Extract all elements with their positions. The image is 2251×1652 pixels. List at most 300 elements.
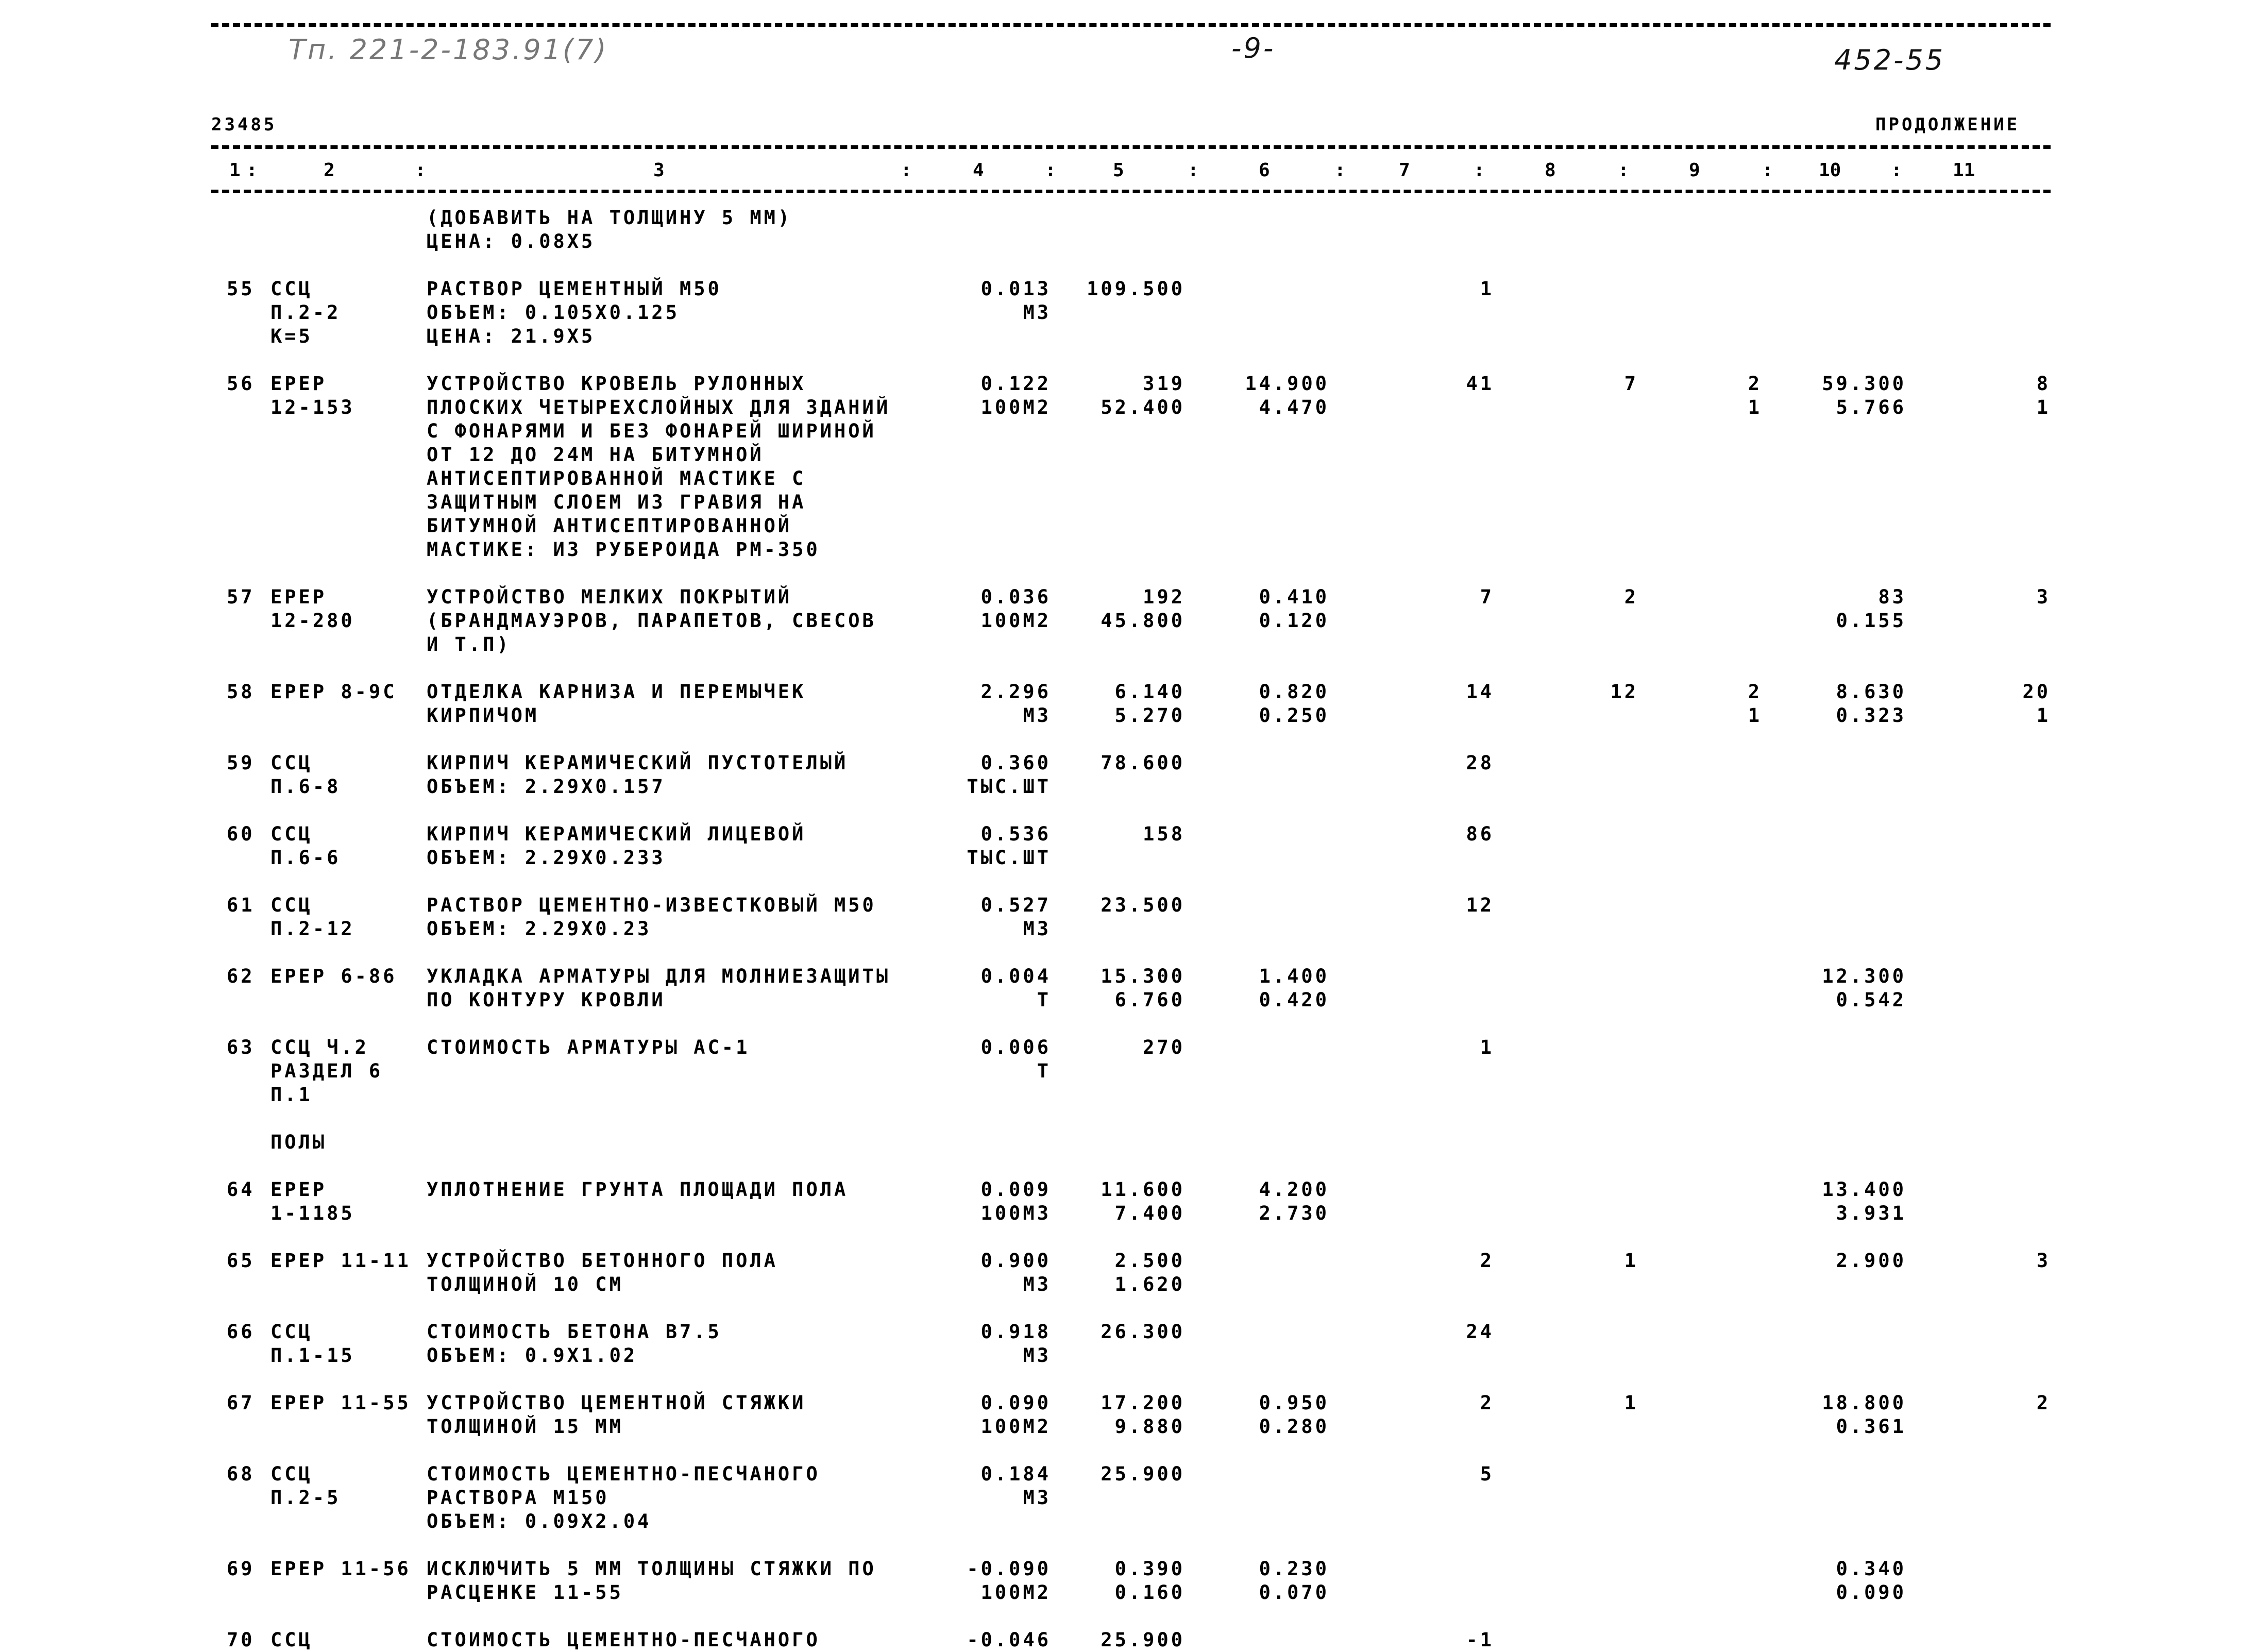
value-line: 17.200 xyxy=(1101,1392,1185,1414)
description-line: РАСТВОРА М150 xyxy=(427,1487,610,1509)
description-line: УСТРОЙСТВО МЕЛКИХ ПОКРЫТИЙ xyxy=(427,586,792,608)
description-line: УСТРОЙСТВО ЦЕМЕНТНОЙ СТЯЖКИ xyxy=(427,1392,806,1414)
rate-code: ЕРЕР 11-11 xyxy=(270,1250,411,1272)
work-description xyxy=(427,1391,806,1439)
rate-code: ССЦ П.1-15 xyxy=(270,1321,355,1367)
value-line: 0.360 xyxy=(980,752,1051,774)
quantity-cell xyxy=(927,1178,1051,1225)
machine-hours-cell xyxy=(2009,1391,2051,1415)
description-line: СТОИМОСТЬ АРМАТУРЫ АС-1 xyxy=(427,1036,750,1058)
value-line: 8.630 xyxy=(1836,681,1906,703)
col-separator: : xyxy=(1334,160,1346,181)
value-line: 0.950 xyxy=(1259,1392,1329,1414)
rate-code: ЕРЕР 1-1185 xyxy=(270,1178,355,1224)
rate-code: ЕРЕР 6-86 xyxy=(270,965,397,987)
description-line: ТОЛЩИНОЙ 15 ММ xyxy=(427,1415,623,1438)
value-line: 3 xyxy=(2036,586,2051,608)
value-line: -0.046 xyxy=(967,1629,1051,1651)
value-line: 14.900 xyxy=(1245,373,1329,395)
unit-cost-cell xyxy=(1067,751,1185,775)
left-code: 23485 xyxy=(211,114,277,135)
value-line: 2 xyxy=(1748,373,1762,395)
value-line: 0.006 xyxy=(980,1036,1051,1058)
unit-cost-cell xyxy=(1067,1320,1185,1344)
value-line: 100М2 xyxy=(980,1415,1051,1438)
row-number: 59 xyxy=(227,752,255,774)
rate-code: ПОЛЫ xyxy=(270,1131,327,1153)
description-line: УКЛАДКА АРМАТУРЫ ДЛЯ МОЛНИЕЗАЩИТЫ xyxy=(427,965,891,987)
wage-cell xyxy=(1226,585,1329,633)
col-header-6: 6 xyxy=(1259,160,1270,181)
description-line: ОТДЕЛКА КАРНИЗА И ПЕРЕМЫЧЕК xyxy=(427,681,806,703)
description-line: ТОЛЩИНОЙ 10 СМ xyxy=(427,1273,623,1295)
col-header-9: 9 xyxy=(1689,160,1700,181)
description-line: УСТРОЙСТВО БЕТОННОГО ПОЛА xyxy=(427,1250,778,1272)
description-line: ПО КОНТУРУ КРОВЛИ xyxy=(427,989,666,1011)
labor-cell xyxy=(1587,372,1638,396)
total-cost-cell xyxy=(1443,822,1494,846)
value-line: 2.900 xyxy=(1836,1250,1906,1272)
description-line: (ДОБАВИТЬ НА ТОЛЩИНУ 5 ММ) xyxy=(427,207,792,229)
description-line: СТОИМОСТЬ БЕТОНА В7.5 xyxy=(427,1321,722,1343)
value-line: 158 xyxy=(1143,823,1185,845)
col-header-2: 2 xyxy=(324,160,335,181)
value-line: 0.230 xyxy=(1259,1558,1329,1580)
value-line: -0.090 xyxy=(967,1558,1051,1580)
unit-cost-cell xyxy=(1067,894,1185,917)
quantity-cell xyxy=(927,277,1051,325)
value-line: 0.009 xyxy=(980,1178,1051,1201)
header-divider-bottom xyxy=(211,190,2051,193)
labor-hours-cell xyxy=(1803,1391,1906,1439)
description-line: КИРПИЧ КЕРАМИЧЕСКИЙ ПУСТОТЕЛЫЙ xyxy=(427,752,849,774)
total-cost-cell xyxy=(1443,1320,1494,1344)
col-header-1: 1 xyxy=(229,160,241,181)
wage-cell xyxy=(1226,1178,1329,1225)
value-line: 0.184 xyxy=(980,1463,1051,1485)
row-number: 67 xyxy=(227,1392,255,1414)
quantity-cell xyxy=(927,585,1051,633)
value-line: 5.766 xyxy=(1836,396,1906,418)
value-line: 100М2 xyxy=(980,396,1051,418)
row-number: 62 xyxy=(227,965,255,987)
work-description xyxy=(427,1628,820,1652)
value-line: 0.090 xyxy=(980,1392,1051,1414)
labor-hours-cell xyxy=(1803,965,1906,1012)
col-header-5: 5 xyxy=(1113,160,1124,181)
value-line: 7 xyxy=(1480,586,1494,608)
col-header-4: 4 xyxy=(973,160,984,181)
col-header-10: 10 xyxy=(1819,160,1841,181)
value-line: 1 xyxy=(1624,1392,1638,1414)
col-header-7: 7 xyxy=(1399,160,1410,181)
description-line: ОБЪЕМ: 0.09Х2.04 xyxy=(427,1510,652,1532)
continuation-label: ПРОДОЛЖЕНИЕ xyxy=(1875,114,2020,135)
work-description xyxy=(427,1462,820,1533)
value-line: 41 xyxy=(1466,373,1494,395)
value-line: М3 xyxy=(1023,918,1051,940)
work-description xyxy=(427,585,876,656)
value-line: 25.900 xyxy=(1101,1463,1185,1485)
value-line: 8 xyxy=(2036,373,2051,395)
value-line: 6.140 xyxy=(1114,681,1185,703)
wage-cell xyxy=(1226,680,1329,728)
value-line: 7.400 xyxy=(1114,1202,1185,1224)
rate-code: ЕРЕР 12-153 xyxy=(270,373,355,418)
total-cost-cell xyxy=(1443,751,1494,775)
labor-cell xyxy=(1587,680,1638,704)
value-line: 2 xyxy=(1624,586,1638,608)
description-line: ОБЪЕМ: 2.29Х0.23 xyxy=(427,918,652,940)
value-line: 12 xyxy=(1610,681,1638,703)
total-cost-cell xyxy=(1443,372,1494,396)
value-line: 0.527 xyxy=(980,894,1051,916)
labor-hours-cell xyxy=(1803,680,1906,728)
unit-cost-cell xyxy=(1067,1178,1185,1225)
value-line: 0.820 xyxy=(1259,681,1329,703)
row-number: 70 xyxy=(227,1629,255,1651)
value-line: 14 xyxy=(1466,681,1494,703)
value-line: 0.122 xyxy=(980,373,1051,395)
value-line: 13.400 xyxy=(1822,1178,1906,1201)
wage-cell xyxy=(1226,1391,1329,1439)
unit-cost-cell xyxy=(1067,965,1185,1012)
rate-code: ССЦ П.2-5 xyxy=(270,1463,341,1509)
value-line: 0.340 xyxy=(1836,1558,1906,1580)
quantity-cell xyxy=(927,1557,1051,1605)
wage-cell xyxy=(1226,1557,1329,1605)
work-description xyxy=(427,894,876,941)
machine-cell xyxy=(1721,680,1762,728)
total-cost-cell xyxy=(1443,894,1494,917)
value-line: 83 xyxy=(1878,586,1906,608)
unit-cost-cell xyxy=(1067,1557,1185,1605)
work-description xyxy=(427,206,792,254)
value-line: -1 xyxy=(1466,1629,1494,1651)
value-line: 1 xyxy=(1480,1036,1494,1058)
value-line: 0.160 xyxy=(1114,1581,1185,1604)
value-line: М3 xyxy=(1023,1344,1051,1367)
quantity-cell xyxy=(927,372,1051,419)
value-line: 100М3 xyxy=(980,1202,1051,1224)
value-line: Т xyxy=(1037,989,1051,1011)
value-line: 1 xyxy=(1748,704,1762,727)
labor-cell xyxy=(1587,1391,1638,1415)
work-description xyxy=(427,1178,848,1202)
description-line: БИТУМНОЙ АНТИСЕПТИРОВАННОЙ xyxy=(427,515,792,537)
work-description xyxy=(427,680,806,728)
work-description xyxy=(427,822,806,870)
top-divider xyxy=(211,23,2051,27)
rate-code: ССЦ xyxy=(270,1629,313,1651)
quantity-cell xyxy=(927,1462,1051,1510)
doc-reference: Тп. 221-2-183.91(7) xyxy=(289,33,608,66)
row-number: 69 xyxy=(227,1558,255,1580)
quantity-cell xyxy=(927,1628,1051,1652)
value-line: 24 xyxy=(1466,1321,1494,1343)
row-number: 56 xyxy=(227,373,255,395)
row-number: 66 xyxy=(227,1321,255,1343)
work-description xyxy=(427,1320,722,1368)
value-line: 0.090 xyxy=(1836,1581,1906,1604)
value-line: 59.300 xyxy=(1822,373,1906,395)
value-line: 2 xyxy=(2036,1392,2051,1414)
value-line: 0.361 xyxy=(1836,1415,1906,1438)
value-line: 2.500 xyxy=(1114,1250,1185,1272)
description-line: РАСТВОР ЦЕМЕНТНО-ИЗВЕСТКОВЫЙ М50 xyxy=(427,894,876,916)
rate-code: ЕРЕР 8-9С xyxy=(270,681,397,703)
value-line: 3 xyxy=(2036,1250,2051,1272)
value-line: 5 xyxy=(1480,1463,1494,1485)
total-cost-cell xyxy=(1443,1249,1494,1273)
value-line: 109.500 xyxy=(1087,278,1185,300)
row-number: 64 xyxy=(227,1178,255,1201)
value-line: 1.620 xyxy=(1114,1273,1185,1295)
description-line: РАСТВОР ЦЕМЕНТНЫЙ М50 xyxy=(427,278,722,300)
work-description xyxy=(427,372,890,562)
unit-cost-cell xyxy=(1067,1249,1185,1296)
value-line: 4.470 xyxy=(1259,396,1329,418)
value-line: 4.200 xyxy=(1259,1178,1329,1201)
machine-cell xyxy=(1721,372,1762,419)
description-line: ОБЪЕМ: 0.9Х1.02 xyxy=(427,1344,638,1367)
col-header-3: 3 xyxy=(653,160,665,181)
quantity-cell xyxy=(927,680,1051,728)
value-line: 2.296 xyxy=(980,681,1051,703)
row-number: 68 xyxy=(227,1463,255,1485)
description-line: С ФОНАРЯМИ И БЕЗ ФОНАРЕЙ ШИРИНОЙ xyxy=(427,420,876,442)
total-cost-cell xyxy=(1443,1628,1494,1652)
rate-code: ССЦ П.2-12 xyxy=(270,894,355,940)
col-separator: : xyxy=(1762,160,1773,181)
value-line: 9.880 xyxy=(1114,1415,1185,1438)
value-line: 0.536 xyxy=(980,823,1051,845)
value-line: 1 xyxy=(1480,278,1494,300)
value-line: 0.070 xyxy=(1259,1581,1329,1604)
unit-cost-cell xyxy=(1067,1036,1185,1059)
total-cost-cell xyxy=(1443,1462,1494,1486)
work-description xyxy=(427,965,890,1012)
col-separator: : xyxy=(1618,160,1629,181)
value-line: 25.900 xyxy=(1101,1629,1185,1651)
quantity-cell xyxy=(927,894,1051,941)
description-line: ОБЪЕМ: 2.29Х0.233 xyxy=(427,847,666,869)
total-cost-cell xyxy=(1443,1391,1494,1415)
total-cost-cell xyxy=(1443,1036,1494,1059)
description-line: ОБЪЕМ: 2.29Х0.157 xyxy=(427,776,666,798)
machine-hours-cell xyxy=(2009,680,2051,728)
rate-code: ССЦ Ч.2 РАЗДЕЛ 6 П.1 xyxy=(270,1036,383,1106)
description-line: КИРПИЧ КЕРАМИЧЕСКИЙ ЛИЦЕВОЙ xyxy=(427,823,806,845)
work-description xyxy=(427,1557,876,1605)
quantity-cell xyxy=(927,1320,1051,1368)
description-line: И Т.П) xyxy=(427,633,511,655)
description-line: ОБЪЕМ: 0.105Х0.125 xyxy=(427,301,680,324)
description-line: ЦЕНА: 0.08Х5 xyxy=(427,230,596,252)
labor-hours-cell xyxy=(1803,372,1906,419)
rate-code: ЕРЕР 11-56 xyxy=(270,1558,411,1580)
value-line: 28 xyxy=(1466,752,1494,774)
description-line: ИСКЛЮЧИТЬ 5 ММ ТОЛЩИНЫ СТЯЖКИ ПО xyxy=(427,1558,876,1580)
description-line: СТОИМОСТЬ ЦЕМЕНТНО-ПЕСЧАНОГО xyxy=(427,1629,820,1651)
description-line: МАСТИКЕ: ИЗ РУБЕРОИДА РМ-350 xyxy=(427,538,820,561)
value-line: 319 xyxy=(1143,373,1185,395)
work-description xyxy=(427,1249,778,1296)
value-line: 20 xyxy=(2022,681,2051,703)
unit-cost-cell xyxy=(1067,1391,1185,1439)
wage-cell xyxy=(1226,965,1329,1012)
description-line: ОТ 12 ДО 24М НА БИТУМНОЙ xyxy=(427,444,764,466)
row-number: 61 xyxy=(227,894,255,916)
col-header-11: 11 xyxy=(1953,160,1975,181)
row-number: 55 xyxy=(227,278,255,300)
description-line: СТОИМОСТЬ ЦЕМЕНТНО-ПЕСЧАНОГО xyxy=(427,1463,820,1485)
value-line: 18.800 xyxy=(1822,1392,1906,1414)
value-line: 5.270 xyxy=(1114,704,1185,727)
description-line: ПЛОСКИХ ЧЕТЫРЕХСЛОЙНЫХ ДЛЯ ЗДАНИЙ xyxy=(427,396,891,418)
unit-cost-cell xyxy=(1067,1462,1185,1486)
value-line: М3 xyxy=(1023,704,1051,727)
row-number: 63 xyxy=(227,1036,255,1058)
value-line: 78.600 xyxy=(1101,752,1185,774)
value-line: 100М2 xyxy=(980,1581,1051,1604)
value-line: 0.004 xyxy=(980,965,1051,987)
value-line: 2.730 xyxy=(1259,1202,1329,1224)
description-line: УСТРОЙСТВО КРОВЕЛЬ РУЛОННЫХ xyxy=(427,373,806,395)
machine-hours-cell xyxy=(2009,372,2051,419)
value-line: 270 xyxy=(1143,1036,1185,1058)
value-line: 11.600 xyxy=(1101,1178,1185,1201)
page-mark: -9- xyxy=(1231,32,1276,64)
description-line: КИРПИЧОМ xyxy=(427,704,539,727)
value-line: 0.420 xyxy=(1259,989,1329,1011)
description-line: АНТИСЕПТИРОВАННОЙ МАСТИКЕ С xyxy=(427,467,806,490)
labor-cell xyxy=(1587,1249,1638,1273)
rate-code: ССЦ П.6-6 xyxy=(270,823,341,869)
col-separator: : xyxy=(1474,160,1485,181)
unit-cost-cell xyxy=(1067,822,1185,846)
value-line: 0.900 xyxy=(980,1250,1051,1272)
value-line: 0.013 xyxy=(980,278,1051,300)
value-line: 52.400 xyxy=(1101,396,1185,418)
value-line: 0.918 xyxy=(980,1321,1051,1343)
value-line: 0.390 xyxy=(1114,1558,1185,1580)
labor-hours-cell xyxy=(1803,1557,1906,1605)
value-line: 0.250 xyxy=(1259,704,1329,727)
value-line: 0.542 xyxy=(1836,989,1906,1011)
value-line: 1 xyxy=(1748,396,1762,418)
quantity-cell xyxy=(927,1391,1051,1439)
value-line: 23.500 xyxy=(1101,894,1185,916)
quantity-cell xyxy=(927,751,1051,799)
col-separator: : xyxy=(246,160,258,181)
unit-cost-cell xyxy=(1067,585,1185,633)
unit-cost-cell xyxy=(1067,277,1185,301)
value-line: 192 xyxy=(1143,586,1185,608)
wage-cell xyxy=(1226,372,1329,419)
col-separator: : xyxy=(901,160,912,181)
value-line: 1 xyxy=(1624,1250,1638,1272)
value-line: М3 xyxy=(1023,1273,1051,1295)
unit-cost-cell xyxy=(1067,372,1185,419)
value-line: М3 xyxy=(1023,301,1051,324)
labor-cell xyxy=(1587,585,1638,609)
value-line: 15.300 xyxy=(1101,965,1185,987)
value-line: 100М2 xyxy=(980,610,1051,632)
labor-hours-cell xyxy=(1803,1249,1906,1273)
description-line: ЦЕНА: 21.9Х5 xyxy=(427,325,596,347)
total-cost-cell xyxy=(1443,680,1494,704)
value-line: 0.323 xyxy=(1836,704,1906,727)
total-cost-cell xyxy=(1443,585,1494,609)
value-line: М3 xyxy=(1023,1487,1051,1509)
rate-code: ССЦ П.2-2 К=5 xyxy=(270,278,341,347)
row-number: 58 xyxy=(227,681,255,703)
col-header-8: 8 xyxy=(1545,160,1556,181)
value-line: 2 xyxy=(1480,1392,1494,1414)
rate-code: ССЦ П.6-8 xyxy=(270,752,341,798)
value-line: 26.300 xyxy=(1101,1321,1185,1343)
description-line: УПЛОТНЕНИЕ ГРУНТА ПЛОЩАДИ ПОЛА xyxy=(427,1178,849,1201)
machine-hours-cell xyxy=(2009,1249,2051,1273)
rate-code: ЕРЕР 11-55 xyxy=(270,1392,411,1414)
value-line: ТЫС.ШТ xyxy=(967,847,1051,869)
value-line: 1 xyxy=(2036,704,2051,727)
description-line: (БРАНДМАУЭРОВ, ПАРАПЕТОВ, СВЕСОВ xyxy=(427,610,876,632)
col-separator: : xyxy=(1045,160,1056,181)
value-line: 0.410 xyxy=(1259,586,1329,608)
sheet-number: 452-55 xyxy=(1834,44,1945,76)
labor-hours-cell xyxy=(1803,585,1906,633)
value-line: 3.931 xyxy=(1836,1202,1906,1224)
value-line: 45.800 xyxy=(1101,610,1185,632)
labor-hours-cell xyxy=(1803,1178,1906,1225)
value-line: Т xyxy=(1037,1060,1051,1082)
value-line: 0.155 xyxy=(1836,610,1906,632)
row-number: 65 xyxy=(227,1250,255,1272)
quantity-cell xyxy=(927,1036,1051,1083)
quantity-cell xyxy=(927,822,1051,870)
description-line: ЗАЩИТНЫМ СЛОЕМ ИЗ ГРАВИЯ НА xyxy=(427,491,806,513)
value-line: 0.036 xyxy=(980,586,1051,608)
work-description xyxy=(427,1036,750,1059)
row-number: 60 xyxy=(227,823,255,845)
col-separator: : xyxy=(1891,160,1902,181)
col-separator: : xyxy=(415,160,426,181)
description-line: РАСЦЕНКЕ 11-55 xyxy=(427,1581,623,1604)
unit-cost-cell xyxy=(1067,1628,1185,1652)
quantity-cell xyxy=(927,1249,1051,1296)
value-line: 1.400 xyxy=(1259,965,1329,987)
value-line: 7 xyxy=(1624,373,1638,395)
value-line: ТЫС.ШТ xyxy=(967,776,1051,798)
row-number: 57 xyxy=(227,586,255,608)
header-divider-top xyxy=(211,145,2051,149)
value-line: 1 xyxy=(2036,396,2051,418)
unit-cost-cell xyxy=(1067,680,1185,728)
value-line: 0.120 xyxy=(1259,610,1329,632)
value-line: 2 xyxy=(1748,681,1762,703)
work-description xyxy=(427,277,722,348)
rate-code: ЕРЕР 12-280 xyxy=(270,586,355,632)
total-cost-cell xyxy=(1443,277,1494,301)
value-line: 12 xyxy=(1466,894,1494,916)
value-line: 86 xyxy=(1466,823,1494,845)
value-line: 12.300 xyxy=(1822,965,1906,987)
value-line: 2 xyxy=(1480,1250,1494,1272)
value-line: 0.280 xyxy=(1259,1415,1329,1438)
value-line: 6.760 xyxy=(1114,989,1185,1011)
